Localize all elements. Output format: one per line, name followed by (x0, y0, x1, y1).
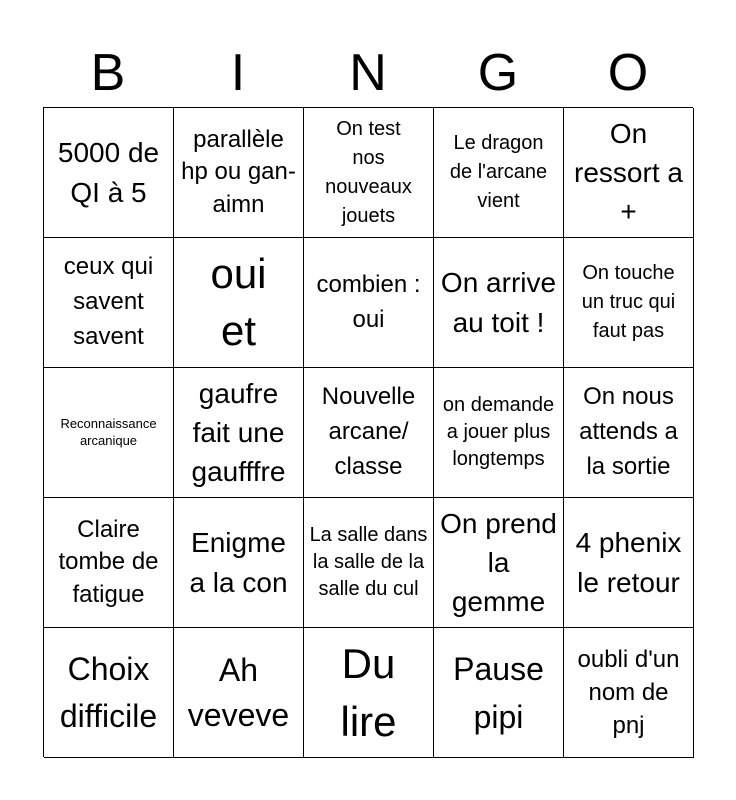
cell-text: Choix difficile (59, 651, 158, 734)
bingo-cell[interactable] (434, 498, 564, 628)
cell-text: oubli d'un nom de pnj (577, 645, 680, 740)
bingo-cell[interactable] (44, 368, 174, 498)
cell-text: oui et (210, 249, 267, 354)
cell-text: 4 phenix le retour (575, 527, 682, 598)
header-letter-n: N (349, 44, 387, 102)
bingo-cell[interactable] (44, 628, 174, 758)
bingo-cell[interactable] (564, 108, 694, 238)
bingo-header (43, 38, 693, 108)
cell-text: Claire tombe de fatigue (58, 515, 159, 608)
cell-text: on demande a jouer plus longtemps (442, 394, 555, 470)
bingo-cell[interactable] (304, 108, 434, 238)
cell-text: On arrive au toit ! (440, 267, 557, 338)
bingo-cell[interactable] (434, 238, 564, 368)
header-letter-i: I (230, 44, 246, 102)
cell-text: combien : oui (316, 270, 421, 333)
cell-text: Ah veveve (187, 651, 290, 733)
cell-text: Le dragon de l'arcane vient (449, 132, 548, 212)
bingo-cell[interactable] (304, 498, 434, 628)
bingo-cell[interactable] (564, 368, 694, 498)
bingo-cell[interactable] (564, 498, 694, 628)
cell-text: ceux qui savent savent (63, 253, 154, 350)
bingo-cell[interactable] (174, 628, 304, 758)
bingo-cell[interactable] (44, 238, 174, 368)
cell-text: Enigme a la con (189, 527, 288, 598)
bingo-cell[interactable] (564, 238, 694, 368)
bingo-cell[interactable] (174, 498, 304, 628)
cell-text: On prend la gemme (440, 507, 557, 618)
cell-text: parallèle hp ou gan-aimn (181, 125, 296, 218)
bingo-cell[interactable] (174, 108, 304, 238)
header-letter-g: G (477, 44, 519, 102)
cell-text: Nouvelle arcane/ classe (321, 383, 416, 480)
bingo-cell[interactable] (44, 108, 174, 238)
cell-text: On nous attends a la sortie (579, 383, 678, 480)
bingo-cell[interactable] (564, 628, 694, 758)
bingo-cell[interactable] (44, 498, 174, 628)
cell-text: On ressort a + (574, 117, 683, 228)
header-letter-o: O (607, 44, 649, 102)
cell-text: Pause pipi (453, 650, 544, 735)
bingo-cell[interactable] (304, 368, 434, 498)
bingo-cell[interactable] (434, 628, 564, 758)
bingo-cell[interactable] (434, 368, 564, 498)
bingo-cell[interactable] (304, 628, 434, 758)
cell-text: Reconnaissance arcanique (60, 416, 157, 448)
cell-text: On touche un truc qui faut pas (581, 262, 676, 342)
bingo-cell[interactable] (304, 238, 434, 368)
bingo-cell[interactable] (434, 108, 564, 238)
bingo-cell[interactable] (174, 238, 304, 368)
bingo-board (43, 107, 693, 757)
cell-text: On test nos nouveaux jouets (325, 117, 412, 227)
cell-text: Du lire (340, 639, 397, 745)
cell-text: gaufre fait une gaufffre (191, 377, 286, 488)
cell-text: 5000 de QI à 5 (57, 137, 160, 208)
bingo-cell[interactable] (174, 368, 304, 498)
header-letter-b: B (90, 44, 126, 102)
cell-text: La salle dans la salle de la salle du cul (309, 524, 428, 600)
